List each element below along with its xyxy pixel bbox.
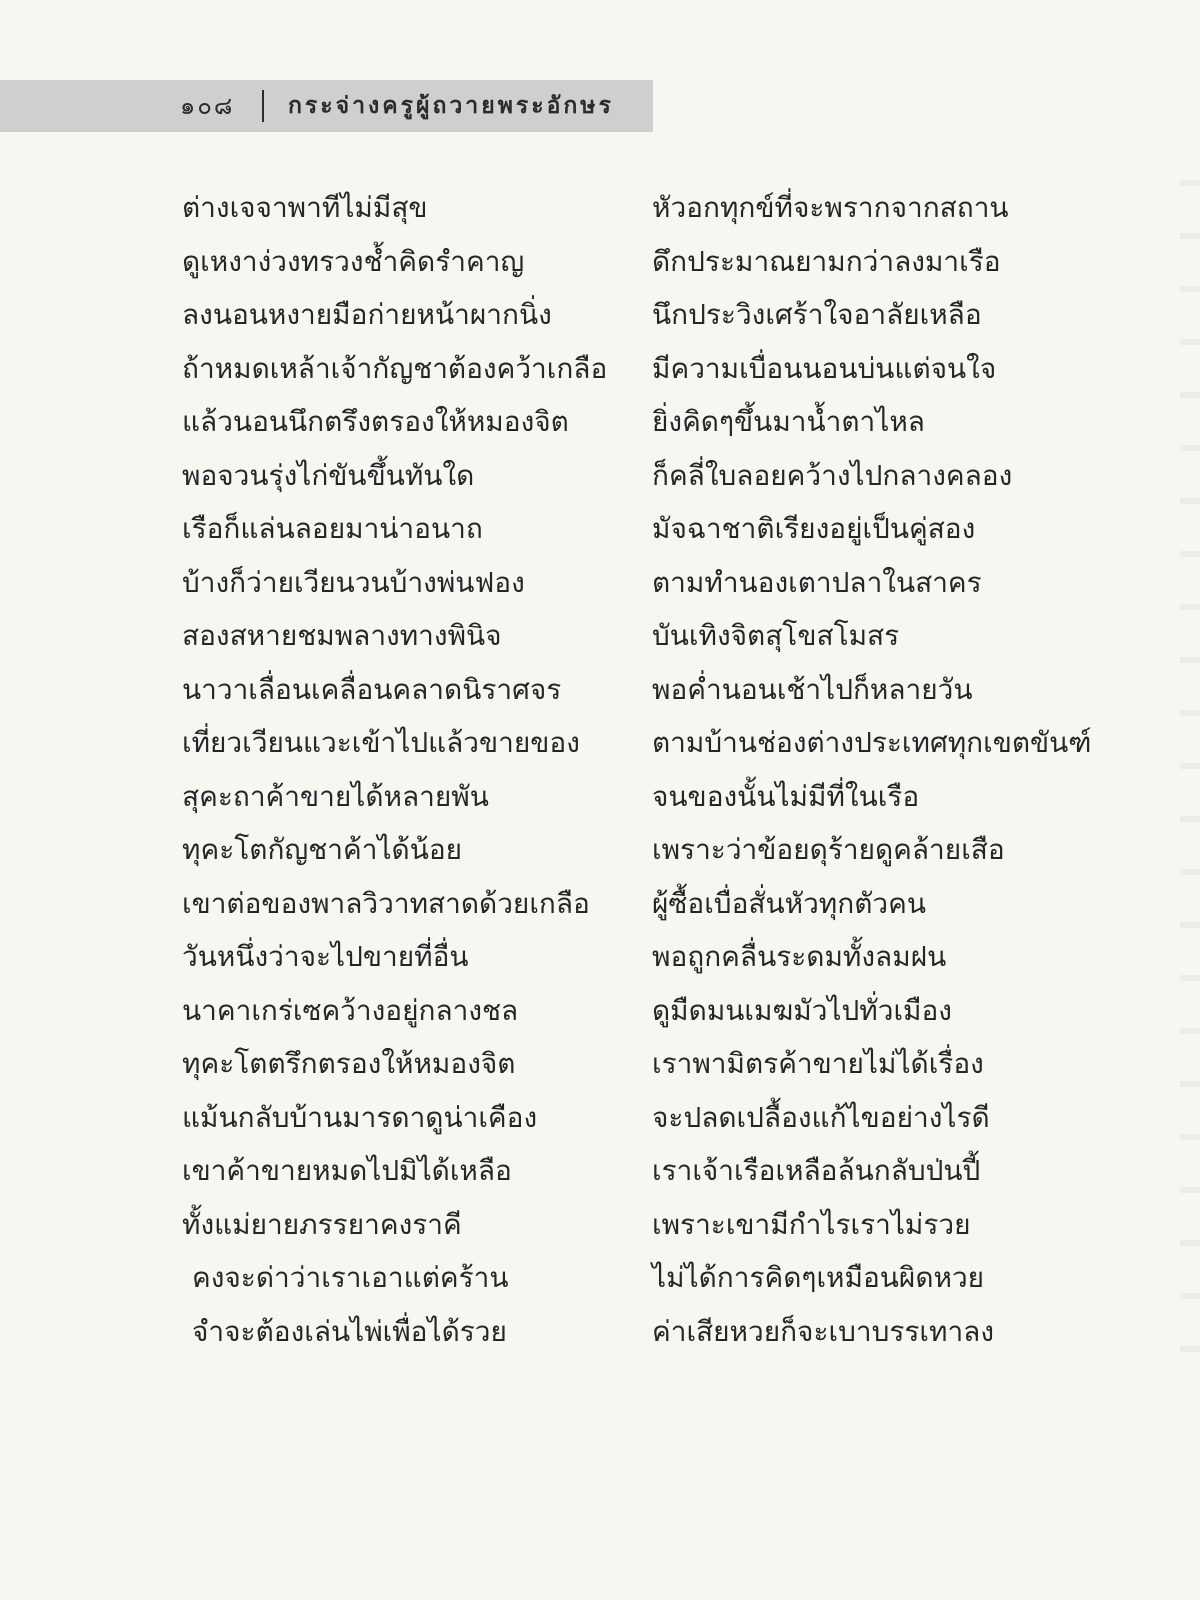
poem-line-left: ทั้งแม่ยายภรรยาคงราคี [182, 1208, 462, 1241]
poem-line-left: แล้วนอนนึกตรึงตรองให้หมองจิต [182, 405, 569, 438]
poem-line-left: คงจะด่าว่าเราเอาแต่คร้าน [192, 1261, 509, 1294]
poem-line-left: พอจวนรุ่งไก่ขันขึ้นทันใด [182, 459, 475, 492]
poem-line-right: เพราะเขามีกำไรเราไม่รวย [652, 1208, 971, 1241]
poem-line-right: มัจฉาชาติเรียงอยู่เป็นคู่สอง [652, 512, 976, 545]
poem-line-left: เขาต่อของพาลวิวาทสาดด้วยเกลือ [182, 887, 590, 920]
poem-line-right: นึกประวิงเศร้าใจอาลัยเหลือ [652, 298, 982, 331]
poem-line-left: เขาค้าขายหมดไปมิได้เหลือ [182, 1154, 512, 1187]
poem-line-right: จนของนั้นไม่มีที่ในเรือ [652, 780, 920, 813]
poem-line-right: ไม่ได้การคิดๆเหมือนผิดหวย [652, 1261, 985, 1294]
poem-line-right: เพราะว่าข้อยดุร้ายดูคล้ายเสือ [652, 833, 1005, 866]
poem-line-right: บันเทิงจิตสุโขสโมสร [652, 619, 900, 652]
poem-line-right: พอค่ำนอนเช้าไปก็หลายวัน [652, 673, 973, 706]
poem-line-right: ตามทำนองเตาปลาในสาคร [652, 566, 982, 599]
poem-line-left: ต่างเจจาพาทีไม่มีสุข [182, 191, 428, 224]
poem-line-right: พอถูกคลื่นระดมทั้งลมฝน [652, 940, 947, 973]
poem-line-right: หัวอกทุกข์ที่จะพรากจากสถาน [652, 191, 1009, 224]
poem-line-right: ดูมืดมนเมฆมัวไปทั่วเมือง [652, 994, 952, 1027]
poem-line-right: จะปลดเปลื้องแก้ไขอย่างไรดี [652, 1101, 990, 1134]
poem-line-right: มีความเบื่อนนอนบ่นแต่จนใจ [652, 352, 997, 385]
poem-line-right: เราพามิตรค้าขายไม่ได้เรื่อง [652, 1047, 984, 1080]
poem-line-right: เราเจ้าเรือเหลือล้นกลับป่นปี้ [652, 1154, 981, 1187]
poem-line-left: ถ้าหมดเหล้าเจ้ากัญชาต้องคว้าเกลือ [182, 352, 608, 385]
poem-line-left: จำจะต้องเล่นไพ่เพื่อได้รวย [192, 1315, 507, 1348]
poem-line-left: สองสหายชมพลางทางพินิจ [182, 619, 502, 652]
poem-line-left: วันหนึ่งว่าจะไปขายที่อื่น [182, 940, 469, 973]
book-title: กระจ่างครูผู้ถวายพระอักษร [288, 93, 614, 119]
poem-line-left: เรือก็แล่นลอยมาน่าอนาถ [182, 512, 483, 545]
page-number: ๑๐๘ [180, 92, 235, 120]
poem-line-left: บ้างก็ว่ายเวียนวนบ้างพ่นฟอง [182, 566, 525, 599]
poem-line-left: สุคะถาค้าขายได้หลายพัน [182, 780, 489, 813]
poem-line-left: เที่ยวเวียนแวะเข้าไปแล้วขายของ [182, 726, 580, 759]
poem-line-left: ทุคะโตตรึกตรองให้หมองจิต [182, 1047, 516, 1080]
poem-line-left: ดูเหงาง่วงทรวงช้ำคิดรำคาญ [182, 245, 525, 278]
poem-line-left: นาคาเกร่เซคว้างอยู่กลางชล [182, 994, 519, 1027]
poem-line-left: ทุคะโตกัญชาค้าได้น้อย [182, 833, 463, 866]
poem-line-left: นาวาเลื่อนเคลื่อนคลาดนิราศจร [182, 673, 562, 706]
poem-line-right: ก็คลี่ใบลอยคว้างไปกลางคลอง [652, 459, 1013, 492]
poem-line-left: ลงนอนหงายมือก่ายหน้าผากนิ่ง [182, 298, 552, 331]
poem-line-right: ยิ่งคิดๆขึ้นมาน้ำตาไหล [652, 405, 925, 438]
poem-line-right: ตามบ้านช่องต่างประเทศทุกเขตขันฑ์ [652, 726, 1092, 759]
poem-line-right: ค่าเสียหวยก็จะเบาบรรเทาลง [652, 1315, 995, 1348]
poem-line-right: ดึกประมาณยามกว่าลงมาเรือ [652, 245, 1001, 278]
poem-line-left: แม้นกลับบ้านมารดาดูน่าเคือง [182, 1101, 538, 1134]
poem-line-right: ผู้ซื้อเบื่อสั่นหัวทุกตัวคน [652, 887, 926, 920]
